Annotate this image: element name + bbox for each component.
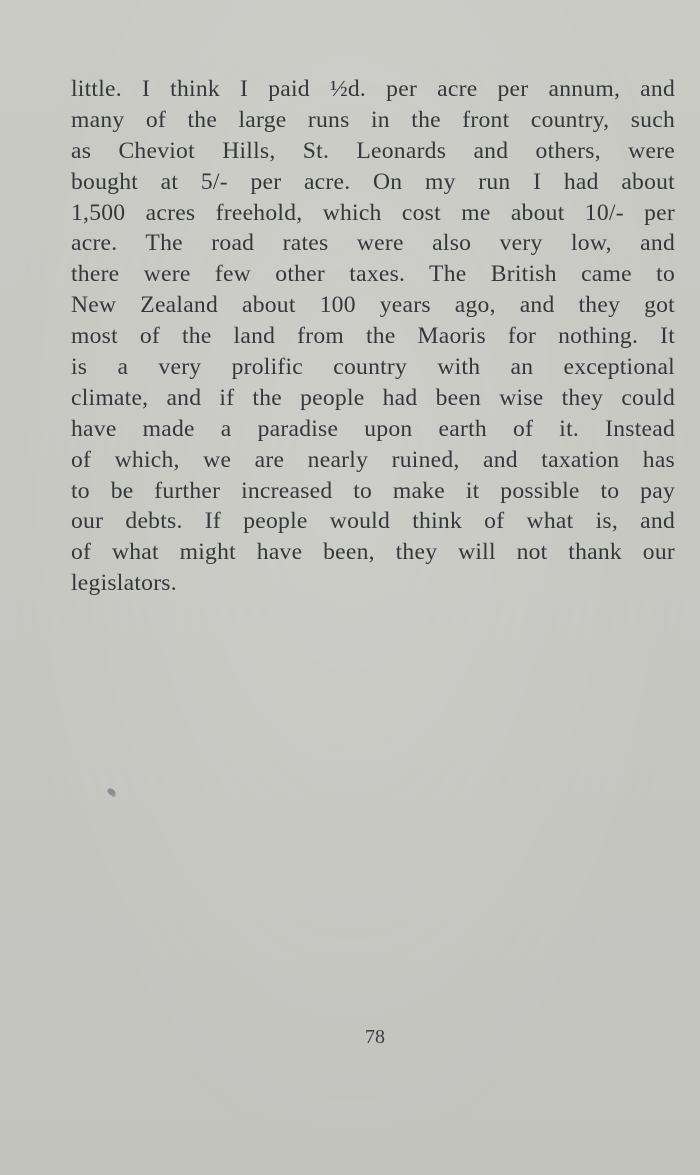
text-line: there were few other taxes. The British came to — [71, 261, 675, 288]
text-line: as Cheviot Hills, St. Leonards and others, were — [71, 137, 675, 164]
text-line: little. I think I paid ½d. per acre per annum, and — [71, 76, 675, 102]
text-line: to be further increased to make it possible to pay — [71, 477, 675, 504]
text-line: our debts. If people would think of what is, and — [71, 508, 675, 535]
body-paragraph — [71, 74, 675, 599]
text-line-last: legislators. — [71, 570, 177, 597]
text-line: bought at 5/- per acre. On my run I had about — [71, 168, 675, 195]
page-number: 78 — [365, 1026, 385, 1048]
text-line: have made a paradise upon earth of it. Instead — [71, 415, 675, 442]
text-line: of which, we are nearly ruined, and taxation has — [71, 446, 675, 473]
text-line: many of the large runs in the front country, such — [71, 106, 675, 133]
text-line: acre. The road rates were also very low, and — [71, 230, 675, 257]
text-line: climate, and if the people had been wise they could — [71, 384, 675, 411]
ink-speck-mark — [106, 787, 117, 797]
text-line: is a very prolific country with an exceptional — [71, 354, 675, 381]
text-line: most of the land from the Maoris for nothing. It — [71, 323, 675, 350]
text-line: of what might have been, they will not thank our — [71, 539, 675, 566]
text-line: 1,500 acres freehold, which cost me about 10/- per — [71, 199, 675, 226]
text-line: New Zealand about 100 years ago, and they got — [71, 292, 675, 319]
